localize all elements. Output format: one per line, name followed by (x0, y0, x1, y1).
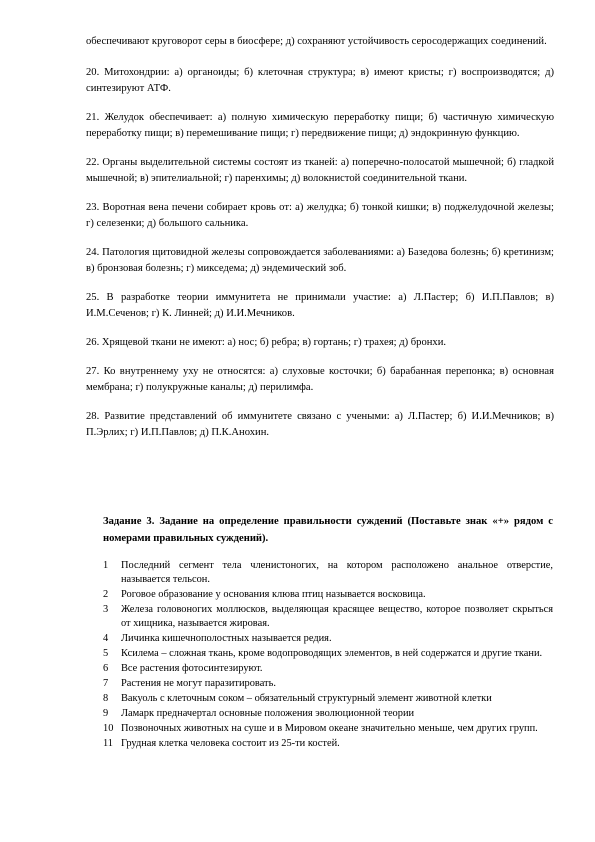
statement-number: 8 (103, 693, 109, 704)
statement-text: Грудная клетка человека состоит из 25-ти костей. (121, 738, 340, 749)
statement-text: Ламарк предначертал основные положения эволюционной теории (121, 708, 415, 719)
question-25: 25. В разработке теории иммунитета не принимали участие: а) Л.Пастер; б) И.П.Павлов; в) И.М.Сеченов; г) К. Линней; д) И.И.Мечников. (86, 292, 554, 319)
question-24: 24. Патология щитовидной железы сопровождается заболеваниями: а) Базедова болезнь; б) кретинизм; в) бронзовая болезнь; г) микседема; д) эндемический зоб. (86, 247, 554, 274)
statement-item (103, 692, 553, 706)
statement-text: Позвоночных животных на суше и в Мировом океане значительно меньше, чем других групп. (121, 723, 538, 734)
statement-text: Ксилема – сложная ткань, кроме водопроводящих элементов, в ней содержатся и другие ткани. (121, 648, 543, 659)
question-21: 21. Желудок обеспечивает: а) полную химическую переработку пищи; б) частичную химическую переработку пищи; в) перемешивание пищи; г) передвижение пищи; д) эндокринную функцию. (86, 112, 554, 139)
statement-item (103, 677, 553, 691)
statement-item (103, 632, 553, 646)
question-27: 27. Ко внутреннему уху не относятся: а) слуховые косточки; б) барабанная перепонка; в) основная мембрана; г) полукружные каналы; д) перилимфа. (86, 366, 554, 393)
statement-number: 5 (103, 648, 109, 659)
task-3-heading: Задание 3. Задание на определение правильности суждений (Поставьте знак «+» рядом с номерами правильных суждений). (103, 516, 553, 544)
question-19-continuation: обеспечивают круговорот серы в биосфере; д) сохраняют устойчивость серосодержащих соединений. (86, 36, 547, 47)
statement-item (103, 722, 553, 736)
statement-text: Все растения фотосинтезируют. (121, 663, 263, 674)
question-26: 26. Хрящевой ткани не имеют: а) нос; б) ребра; в) гортань; г) трахея; д) бронхи. (86, 337, 447, 348)
statement-number: 10 (103, 723, 114, 734)
questions-block (86, 34, 554, 454)
statement-text: Роговое образование у основания клюва птиц называется восковица. (121, 589, 426, 600)
statement-item (103, 588, 553, 602)
question-23: 23. Воротная вена печени собирает кровь от: а) желудка; б) тонкой кишки; в) поджелудочной железы; г) селезенки; д) большого сальника. (86, 202, 554, 229)
statement-number: 2 (103, 589, 109, 600)
statement-text: Личинка кишечнополостных называется редия. (121, 633, 332, 644)
statement-text: Вакуоль с клеточным соком – обязательный структурный элемент животной клетки (121, 693, 492, 704)
statement-item (103, 662, 553, 676)
question-20: 20. Митохондрии: а) органоиды; б) клеточная структура; в) имеют кристы; г) воспроизводятся; д) синтезируют АТФ. (86, 67, 554, 94)
statement-number: 3 (103, 604, 109, 615)
statement-item (103, 603, 553, 631)
statement-text: Последний сегмент тела членистоногих, на котором расположено анальное отверстие, называется тельсон. (121, 560, 553, 585)
statement-number: 1 (103, 560, 109, 571)
statement-text: Растения не могут паразитировать. (121, 678, 276, 689)
statement-number: 7 (103, 678, 109, 689)
statement-item (103, 647, 553, 661)
statement-text: Железа головоногих моллюсков, выделяющая красящее вещество, которое позволяет скрыться от хищника, называется жировая. (121, 604, 553, 629)
question-22: 22. Органы выделительной системы состоят из тканей: а) поперечно-полосатой мышечной; б) гладкой мышечной; в) эпителиальной; г) паренхимы; д) волокнистой соединительной ткани. (86, 157, 554, 184)
task-3-statement-list (103, 559, 553, 752)
statement-item (103, 707, 553, 721)
question-28: 28. Развитие представлений об иммунитете связано с учеными: а) Л.Пастер; б) И.И.Мечников; в) П.Эрлих; г) И.П.Павлов; д) П.К.Анохин. (86, 411, 554, 438)
statement-item (103, 737, 553, 751)
statement-number: 4 (103, 633, 109, 644)
statement-number: 9 (103, 708, 109, 719)
statement-item (103, 559, 553, 587)
statement-number: 11 (103, 738, 114, 749)
statement-number: 6 (103, 663, 109, 674)
